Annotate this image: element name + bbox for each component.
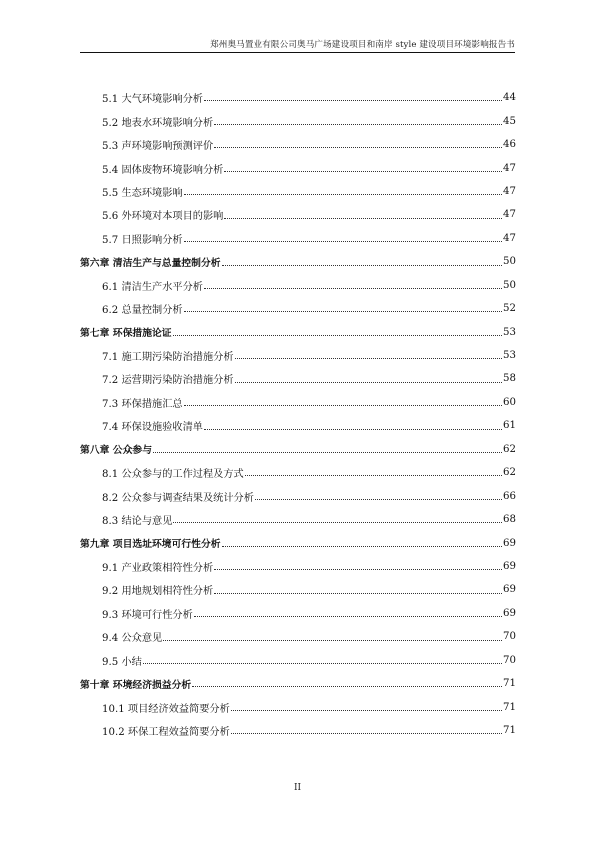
toc-entry-page-number: 69 bbox=[503, 607, 516, 619]
toc-section-entry[interactable] bbox=[80, 578, 516, 601]
toc-section-entry[interactable] bbox=[80, 719, 516, 742]
toc-entry-title: 9.5 小结 bbox=[102, 656, 142, 668]
toc-entry-page-number: 62 bbox=[503, 467, 516, 479]
toc-entry-title: 5.4 固体废物环境影响分析 bbox=[102, 164, 224, 176]
toc-section-entry[interactable] bbox=[80, 508, 516, 531]
toc-entry-page-number: 50 bbox=[503, 279, 516, 291]
toc-section-entry[interactable] bbox=[80, 109, 516, 132]
toc-entry-title: 9.4 公众意见 bbox=[102, 633, 163, 645]
toc-dot-leader bbox=[224, 171, 502, 172]
toc-entry-page-number: 71 bbox=[503, 725, 516, 737]
toc-dot-leader bbox=[153, 452, 502, 453]
toc-dot-leader bbox=[184, 405, 502, 406]
toc-section-entry[interactable] bbox=[80, 695, 516, 718]
toc-dot-leader bbox=[184, 194, 502, 195]
toc-section-entry[interactable] bbox=[80, 602, 516, 625]
toc-dot-leader bbox=[235, 358, 503, 359]
page-header: 郑州奥马置业有限公司奥马广场建设项目和南岸 style 建设项目环境影响报告书 bbox=[210, 40, 515, 50]
toc-dot-leader bbox=[204, 429, 502, 430]
toc-dot-leader bbox=[222, 265, 502, 266]
toc-section-entry[interactable] bbox=[80, 86, 516, 109]
toc-section-entry[interactable] bbox=[80, 203, 516, 226]
toc-entry-page-number: 66 bbox=[503, 490, 516, 502]
toc-dot-leader bbox=[222, 546, 502, 547]
toc-entry-title: 9.2 用地规划相符性分析 bbox=[102, 586, 214, 598]
toc-dot-leader bbox=[173, 522, 502, 523]
toc-dot-leader bbox=[235, 382, 503, 383]
toc-entry-page-number: 44 bbox=[503, 92, 516, 104]
toc-dot-leader bbox=[163, 640, 502, 641]
toc-entry-page-number: 71 bbox=[503, 678, 516, 690]
toc-dot-leader bbox=[194, 616, 502, 617]
toc-dot-leader bbox=[231, 710, 502, 711]
toc-entry-page-number: 45 bbox=[503, 115, 516, 127]
toc-entry-page-number: 60 bbox=[503, 396, 516, 408]
toc-entry-title: 7.2 运营期污染防治措施分析 bbox=[102, 375, 234, 387]
toc-section-entry[interactable] bbox=[80, 625, 516, 648]
toc-entry-title: 5.7 日照影响分析 bbox=[102, 234, 183, 246]
toc-entry-title: 第八章 公众参与 bbox=[80, 445, 152, 457]
toc-entry-title: 8.2 公众参与调查结果及统计分析 bbox=[102, 492, 254, 504]
toc-dot-leader bbox=[173, 335, 502, 336]
toc-entry-page-number: 69 bbox=[503, 584, 516, 596]
toc-entry-page-number: 53 bbox=[503, 350, 516, 362]
toc-section-entry[interactable] bbox=[80, 274, 516, 297]
toc-dot-leader bbox=[245, 475, 502, 476]
toc-entry-title: 7.4 环保设施验收清单 bbox=[102, 422, 203, 434]
toc-entry-title: 9.3 环境可行性分析 bbox=[102, 609, 193, 621]
toc-dot-leader bbox=[184, 311, 502, 312]
toc-entry-page-number: 52 bbox=[503, 303, 516, 315]
toc-dot-leader bbox=[214, 593, 502, 594]
toc-dot-leader bbox=[214, 569, 502, 570]
toc-dot-leader bbox=[204, 100, 502, 101]
toc-dot-leader bbox=[224, 218, 502, 219]
toc-entry-page-number: 47 bbox=[503, 162, 516, 174]
toc-dot-leader bbox=[214, 124, 502, 125]
toc-entry-title: 5.5 生态环境影响 bbox=[102, 187, 183, 199]
page-number: II bbox=[293, 783, 302, 793]
toc-entry-page-number: 71 bbox=[503, 701, 516, 713]
toc-entry-title: 8.3 结论与意见 bbox=[102, 516, 173, 528]
toc-entry-title: 9.1 产业政策相符性分析 bbox=[102, 562, 214, 574]
toc-chapter-entry[interactable] bbox=[80, 320, 516, 343]
toc-entry-title: 第七章 环保措施论证 bbox=[80, 328, 172, 340]
toc-section-entry[interactable] bbox=[80, 367, 516, 390]
toc-entry-page-number: 69 bbox=[503, 560, 516, 572]
toc-entry-page-number: 53 bbox=[503, 326, 516, 338]
toc-entry-page-number: 70 bbox=[503, 654, 516, 666]
toc-entry-page-number: 47 bbox=[503, 209, 516, 221]
toc-entry-title: 7.3 环保措施汇总 bbox=[102, 398, 183, 410]
toc-section-entry[interactable] bbox=[80, 180, 516, 203]
toc-section-entry[interactable] bbox=[80, 555, 516, 578]
toc-section-entry[interactable] bbox=[80, 344, 516, 367]
toc-chapter-entry[interactable] bbox=[80, 250, 516, 273]
toc-entry-page-number: 50 bbox=[503, 256, 516, 268]
toc-entry-title: 第九章 项目选址环境可行性分析 bbox=[80, 539, 221, 551]
toc-dot-leader bbox=[204, 288, 502, 289]
toc-dot-leader bbox=[231, 733, 502, 734]
toc-entry-title: 5.1 大气环境影响分析 bbox=[102, 94, 203, 106]
toc-section-entry[interactable] bbox=[80, 461, 516, 484]
header-divider bbox=[80, 52, 515, 53]
toc-dot-leader bbox=[184, 241, 502, 242]
toc-entry-title: 5.2 地表水环境影响分析 bbox=[102, 117, 214, 129]
toc-entry-page-number: 70 bbox=[503, 631, 516, 643]
toc-entry-page-number: 47 bbox=[503, 185, 516, 197]
toc-chapter-entry[interactable] bbox=[80, 531, 516, 554]
toc-section-entry[interactable] bbox=[80, 391, 516, 414]
toc-entry-title: 5.6 外环境对本项目的影响 bbox=[102, 211, 224, 223]
toc-entry-page-number: 47 bbox=[503, 232, 516, 244]
toc-entry-title: 第十章 环境经济损益分析 bbox=[80, 679, 192, 691]
table-of-contents bbox=[80, 86, 516, 742]
toc-entry-title: 7.1 施工期污染防治措施分析 bbox=[102, 352, 234, 364]
toc-section-entry[interactable] bbox=[80, 414, 516, 437]
toc-entry-title: 8.1 公众参与的工作过程及方式 bbox=[102, 469, 244, 481]
toc-entry-page-number: 58 bbox=[503, 373, 516, 385]
toc-entry-title: 6.1 清洁生产水平分析 bbox=[102, 281, 203, 293]
toc-chapter-entry[interactable] bbox=[80, 672, 516, 695]
toc-entry-title: 10.1 项目经济效益简要分析 bbox=[102, 703, 230, 715]
toc-entry-page-number: 69 bbox=[503, 537, 516, 549]
toc-section-entry[interactable] bbox=[80, 227, 516, 250]
toc-dot-leader bbox=[192, 686, 502, 687]
toc-entry-page-number: 62 bbox=[503, 443, 516, 455]
toc-section-entry[interactable] bbox=[80, 649, 516, 672]
toc-entry-title: 6.2 总量控制分析 bbox=[102, 305, 183, 317]
toc-entry-title: 第六章 清洁生产与总量控制分析 bbox=[80, 257, 221, 269]
toc-entry-title: 5.3 声环境影响预测评价 bbox=[102, 141, 214, 153]
toc-section-entry[interactable] bbox=[80, 484, 516, 507]
toc-entry-page-number: 46 bbox=[503, 139, 516, 151]
toc-section-entry[interactable] bbox=[80, 297, 516, 320]
toc-section-entry[interactable] bbox=[80, 133, 516, 156]
toc-entry-page-number: 68 bbox=[503, 514, 516, 526]
toc-entry-title: 10.2 环保工程效益简要分析 bbox=[102, 727, 230, 739]
toc-dot-leader bbox=[143, 663, 502, 664]
toc-entry-page-number: 61 bbox=[503, 420, 516, 432]
toc-dot-leader bbox=[214, 147, 502, 148]
toc-chapter-entry[interactable] bbox=[80, 438, 516, 461]
toc-section-entry[interactable] bbox=[80, 156, 516, 179]
toc-dot-leader bbox=[255, 499, 502, 500]
